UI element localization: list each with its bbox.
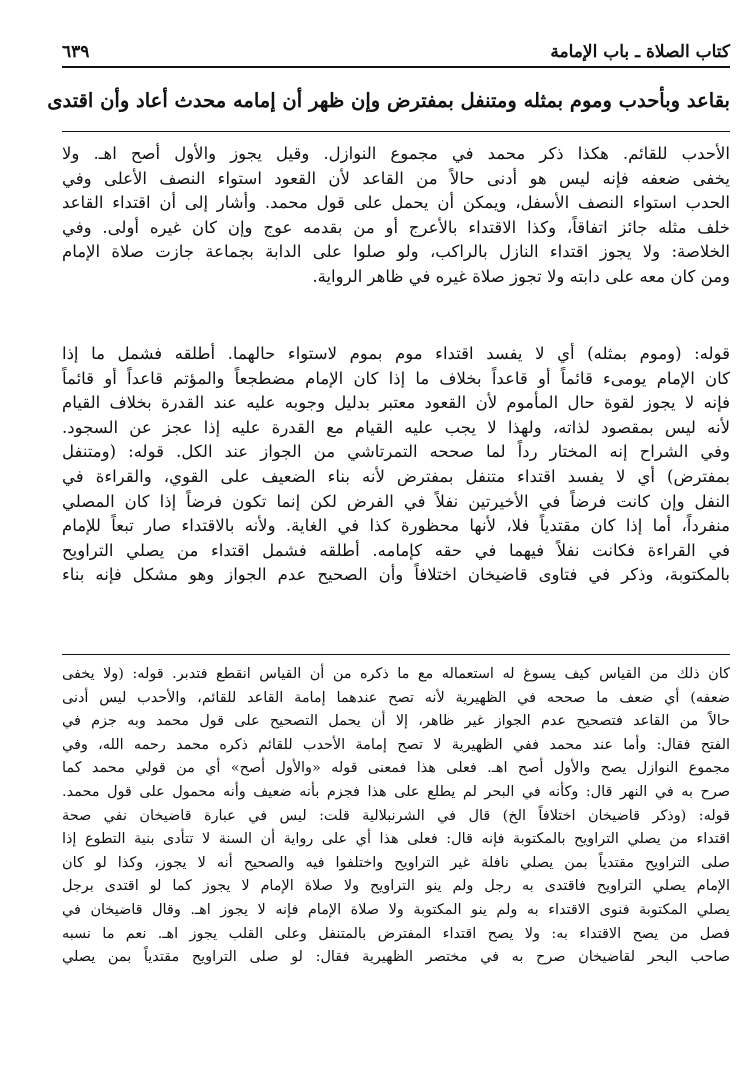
running-title: كتاب الصلاة ـ باب الإمامة (550, 42, 730, 62)
text-line: بالمكتوبة، وذكر في فتاوى قاضيخان اختلافاً وأن الصحيح عدم الجواز وهو مشكل فإنه بناء (62, 565, 730, 585)
footnote-line: يصلي المكتوبة فنوى الاقتداء به ولم ينو المكتوبة ولا صلاة الإمام فإنه لا يجوز اهـ. وقال قاضيخان في (62, 901, 730, 918)
footnote-line: الفتح فقال: وأما عند محمد ففي الظهيرية لا تصح إمامة الأحدب للقائم ذكره محمد رحمه الله، وفي (62, 736, 730, 753)
text-line: الخلاصة: ولا يجوز اقتداء النازل بالراكب، ولو صلوا على الدابة بجماعة جازت صلاة الإمام (62, 242, 730, 262)
footnote-line: صاحب البحر لقاضيخان صرح به في مختصر الظهيرية فقال: لو صلى التراويح مقتدياً بمن يصلي (62, 949, 730, 966)
text-line: قوله: (وموم بمثله) أي لا يفسد اقتداء موم بموم لاستواء حالهما. أطلقه فشمل ما إذا (62, 344, 730, 363)
commentary-paragraph-2 (62, 342, 730, 588)
text-line: كان الإمام يومىء قائماً أو قاعداً بخلاف ما إذا كان الإمام مضطجعاً والمؤتم قاعداً أو قائماً (62, 368, 730, 388)
footnote-line: صلى التراويح مقتدياً بمن يصلي نافلة غير التراويح واختلفوا فيه والصحيح أنه لا يجوز، وكذا لو كان (62, 854, 730, 871)
page-number: ٦٣٩ (62, 42, 90, 62)
page-header (62, 40, 730, 66)
footnote-rule (62, 654, 730, 655)
footnote-line: قوله: (وذكر قاضيخان اختلافاً الخ) قال في الشرنبلالية قلت: ليس في عبارة قاضيخان نفي صحة (62, 807, 730, 824)
text-line: منفرداً، أما إذا كان مقتدياً فلا، لأنها محظورة كذا في الغاية. ولأنه بالاقتداء صار تبعاً للإمام (62, 516, 730, 536)
header-rule (62, 66, 730, 68)
text-line: النفل وإن كانت فرضاً في الأخيرتين نفلاً في الفرض لكن إنما تكون فرضاً إذا كان المصلي (62, 491, 730, 511)
text-line: لأنه ليس بمقصود لذاته، ولهذا لا يجب عليه القيام مع القدرة عليه إذا عجز عن السجود. (62, 417, 730, 437)
matn-line: بقاعد وبأحدب وموم بمثله ومتنفل بمفترض وإن ظهر أن إمامه محدث أعاد وأن اقتدى (47, 89, 730, 112)
text-line: يخفى ضعفه فإنه ليس هو أدنى حالاً من القاعد لأن القعود استواء النصف الأعلى وفي (62, 168, 730, 188)
text-line: في القراءة فكانت نفلاً فيهما في حقه كإمامه. أطلقه فشمل اقتداء من يصلي التراويح (62, 540, 730, 560)
commentary-paragraph-1 (62, 142, 730, 290)
footnote-line: ضعفه) أي ضعف ما صححه في الظهيرية لأنه تصح عندهما إمامة القاعد للقائم، والأحدب ليس أدنى (62, 689, 730, 706)
text-line: فإنه لا يجوز لقوة حال المأموم لأن القعود معتبر بدليل وجوبه عليه عند القدرة بخلاف القيام (62, 393, 730, 413)
footnote-line: فصل من يصح الاقتداء به: ولا يصح اقتداء المفترض بالمتنفل وعلى القلب يجوز اهـ. نعم ما نسبه (62, 925, 730, 942)
footnotes (62, 663, 730, 970)
footnote-line: صرح به في النهر قال: وكأنه في البحر لم يطلع على هذا فجزم بأنه ضعيف وأنه محمول على قول محمد. (62, 783, 730, 800)
text-line: الحدب استواء النصف الأسفل، ويمكن أن يحمل على قول محمد. وأشار إلى أن اقتداء القاعد (62, 193, 730, 213)
text-line: الأحدب للقائم. هكذا ذكر محمد في مجموع النوازل. وقيل يجوز والأول أصح اهـ. ولا (62, 144, 730, 163)
text-line: وفي الشراح إنه المختار رداً لما صححه التمرتاشي من الجواز عند الكل. قوله: (ومتنفل (62, 442, 730, 462)
footnote-line: كان ذلك من القياس كيف يسوغ له استعماله مع ما ذكره من أن القياس انقطع فتدبر. قوله: (ولا يخفى (62, 666, 730, 682)
footnote-line: اقتداء من يصلي التراويح بالمكتوبة فإنه قال: فعلى هذا أي على رواية أن السنة لا تتأدى بنية التطوع إذا (62, 831, 730, 848)
footnote-line: الإمام يصلي التراويح فاقتدى به رجل ولم ينو التراويح ولا صلاة الإمام لا يجوز كما لو اقتدى برجل (62, 878, 730, 895)
matn-rule (62, 131, 730, 132)
text-line: ومن كان معه على دابته ولا تجوز صلاة غيره في ظاهر الرواية. (312, 266, 730, 286)
footnote-line: مجموع النوازل يصح والأول أصح اهـ. فعلى هذا فمعنى قوله «والأول أصح» أي من قولي محمد كما (62, 760, 730, 777)
text-line: بمفترض) أي لا يفسد اقتداء متنفل بمفترض لأنه بناء الضعيف على القوي، والقراءة في (62, 466, 730, 486)
footnote-line: حالاً من القاعد فتصحيح عدم الجواز غير ظاهر، إلا أن يحمل التصحيح على قول محمد وبه جزم في (62, 713, 730, 730)
text-line: خلف مثله جائز اتفاقاً، وكذا الاقتداء بالأعرج أو من بقدمه عوج وإن كان غيره أولى. وفي (62, 217, 730, 237)
